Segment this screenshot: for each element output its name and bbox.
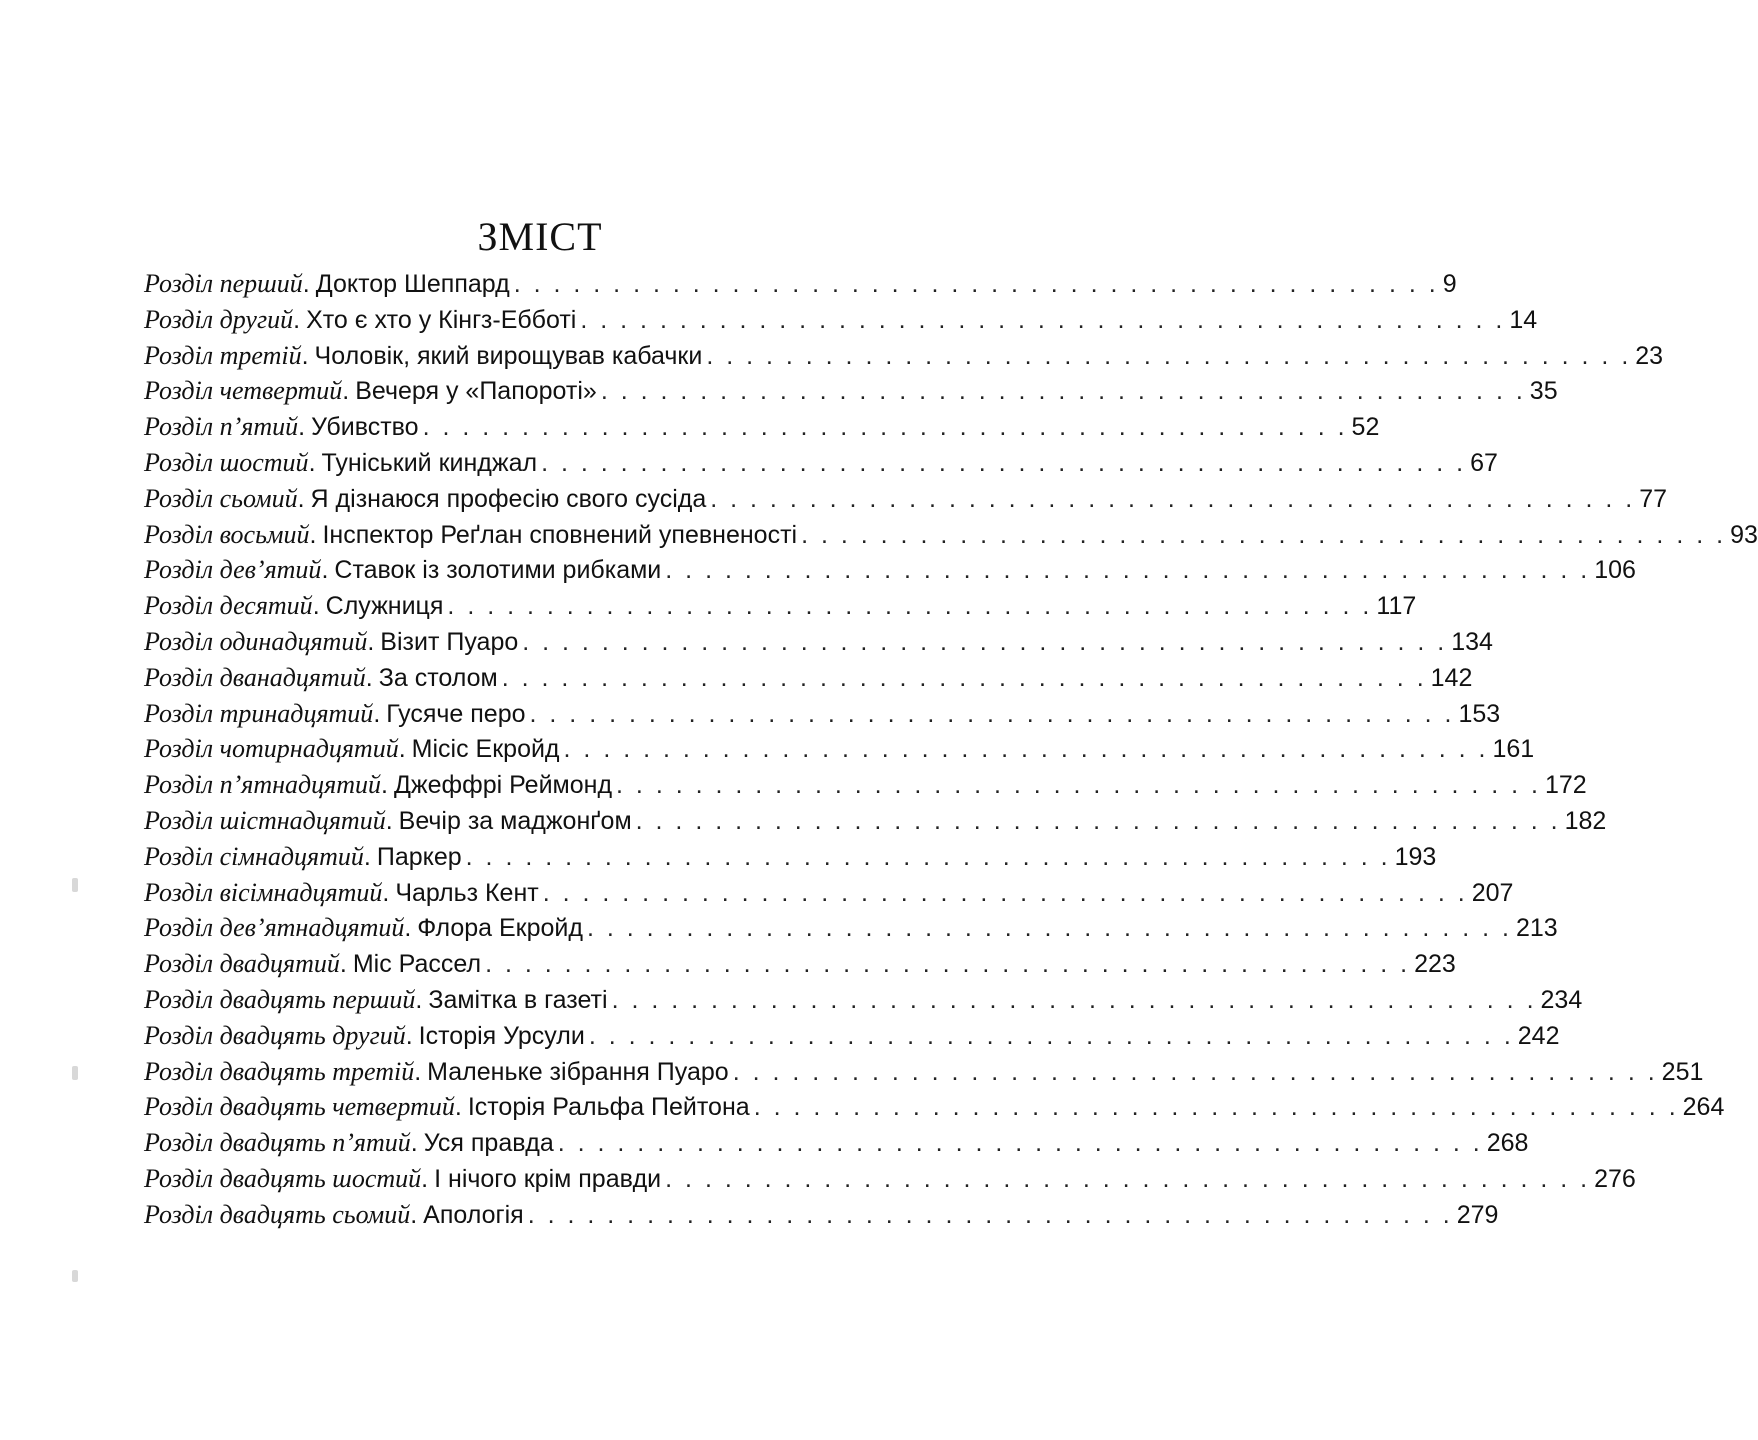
chapter-title: Туніський кинджал [321,448,538,477]
toc-entry [138,266,1457,302]
chapter-separator: . [385,806,393,835]
chapter-separator: . [339,950,347,979]
chapter-title: Історія Урсули [418,1021,585,1050]
dot-leader: . . . . . . . . . . . . . . . . . . . . . . . . . . . . . . . . . . . . . . . . . . . . . . . [706,341,1632,370]
toc-entry [138,338,1664,374]
chapter-label: Розділ восьмий [144,519,310,549]
dot-leader: . . . . . . . . . . . . . . . . . . . . . . . . . . . . . . . . . . . . . . . . . . . . . . . [501,663,1427,692]
page-number: 242 [1517,1021,1560,1050]
chapter-label: Розділ сімнадцятий [144,841,364,871]
toc-entry [138,481,1668,517]
chapter-title: Паркер [376,842,462,871]
page-number: 23 [1635,341,1664,370]
dot-leader: . . . . . . . . . . . . . . . . . . . . . . . . . . . . . . . . . . . . . . . . . . . . . . . [465,842,1391,871]
chapter-label: Розділ двадцять п’ятий [144,1128,411,1158]
toc-entry [138,588,1417,624]
chapter-label: Розділ другий [144,304,294,334]
chapter-separator: . [415,985,423,1014]
chapter-separator: . [297,484,305,513]
dot-leader: . . . . . . . . . . . . . . . . . . . . . . . . . . . . . . . . . . . . . . . . . . . . . . . [541,448,1467,477]
dot-leader: . . . . . . . . . . . . . . . . . . . . . . . . . . . . . . . . . . . . . . . . . . . . . . . [801,520,1727,549]
toc-entry [138,1054,1704,1090]
chapter-title: Маленьке зібрання Пуаро [427,1057,729,1086]
chapter-separator: . [298,413,306,442]
page-number: 153 [1458,699,1501,728]
chapter-title: Служниця [325,592,444,621]
chapter-separator: . [312,592,320,621]
chapter-label: Розділ десятий [144,591,313,621]
toc-entry [138,946,1456,982]
page-number: 279 [1456,1200,1499,1229]
dot-leader: . . . . . . . . . . . . . . . . . . . . . . . . . . . . . . . . . . . . . . . . . . . . . . . [447,592,1373,621]
page-number: 193 [1394,842,1437,871]
toc-entry [138,302,1538,338]
page-number: 134 [1451,627,1493,656]
chapter-separator: . [302,270,310,298]
chapter-label: Розділ двадцять сьомий [144,1199,411,1229]
chapter-label: Розділ двадцять третій [144,1056,415,1086]
page-number: 223 [1414,950,1456,979]
dot-leader: . . . . . . . . . . . . . . . . . . . . . . . . . . . . . . . . . . . . . . . . . . . . . . . [522,627,1448,656]
chapter-title: Візит Пуаро [380,627,519,656]
page-number: 67 [1470,448,1498,477]
chapter-label: Розділ шостий [144,447,309,477]
chapter-separator: . [414,1057,422,1086]
dot-leader: . . . . . . . . . . . . . . . . . . . . . . . . . . . . . . . . . . . . . . . . . . . . . . . [732,1057,1658,1086]
chapter-separator: . [301,341,309,370]
chapter-separator: . [308,448,316,477]
page-number: 9 [1442,270,1457,298]
chapter-separator: . [309,520,317,549]
chapter-separator: . [365,663,373,692]
toc-entry [138,660,1473,696]
dot-leader: . . . . . . . . . . . . . . . . . . . . . . . . . . . . . . . . . . . . . . . . . . . . . . . [580,305,1506,334]
page-number: 276 [1594,1164,1636,1193]
chapter-label: Розділ сьомий [144,483,298,513]
toc-entry [138,696,1501,732]
chapter-label: Розділ тринадцятий [144,698,374,728]
toc-entry [138,1197,1499,1233]
chapter-title: Гусяче перо [386,699,526,728]
chapter-separator: . [398,735,406,764]
toc-entry [138,1161,1636,1197]
chapter-title: Інспектор Реґлан сповнений упевненості [322,520,798,549]
toc-entry [138,409,1380,445]
chapter-separator: . [373,699,381,728]
chapter-separator: . [421,1164,429,1193]
dot-leader: . . . . . . . . . . . . . . . . . . . . . . . . . . . . . . . . . . . . . . . . . . . . . . . [527,1200,1453,1229]
page-number: 35 [1529,377,1558,406]
toc-entry [138,910,1558,946]
chapter-separator: . [404,914,412,943]
dot-leader: . . . . . . . . . . . . . . . . . . . . . . . . . . . . . . . . . . . . . . . . . . . . . . . [600,377,1526,406]
dot-leader: . . . . . . . . . . . . . . . . . . . . . . . . . . . . . . . . . . . . . . . . . . . . . . . [616,771,1541,800]
chapter-separator: . [410,1200,418,1229]
toc-entry [138,982,1583,1018]
toc-entry [138,1089,1725,1125]
paper-speck [72,1066,78,1080]
page-number: 207 [1471,878,1514,907]
dot-leader: . . . . . . . . . . . . . . . . . . . . . . . . . . . . . . . . . . . . . . . . . . . . . . . [529,699,1455,728]
dot-leader: . . . . . . . . . . . . . . . . . . . . . . . . . . . . . . . . . . . . . . . . . . . . . . . [485,950,1411,979]
toc-entry [138,373,1558,409]
chapter-separator: . [405,1021,413,1050]
chapter-separator: . [342,377,350,406]
chapter-title: Вечеря у «Папороті» [355,377,597,406]
chapter-title: Місіс Екройд [411,735,560,764]
chapter-separator: . [381,771,388,800]
chapter-label: Розділ шістнадцятий [144,805,386,835]
chapter-title: Чарльз Кент [395,878,539,907]
chapter-title: Я дізнаюся професію свого сусіда [310,484,707,513]
paper-speck [72,1270,78,1282]
page-number: 52 [1351,413,1380,442]
page-number: 172 [1545,771,1587,800]
chapter-separator: . [410,1129,418,1158]
dot-leader: . . . . . . . . . . . . . . . . . . . . . . . . . . . . . . . . . . . . . . . . . . . . . . . [542,878,1468,907]
page-number: 234 [1540,985,1583,1014]
chapter-label: Розділ двадцятий [144,949,340,979]
chapter-title: Апологія [423,1200,524,1229]
toc-entry [138,445,1498,481]
chapter-title: Міс Рассел [352,950,482,979]
dot-leader: . . . . . . . . . . . . . . . . . . . . . . . . . . . . . . . . . . . . . . . . . . . . . . . [635,806,1561,835]
chapter-title: Убивство [311,413,419,442]
chapter-label: Розділ вісімнадцятий [144,877,383,907]
page-number: 77 [1639,484,1668,513]
chapter-title: Флора Екройд [417,914,583,943]
dot-leader: . . . . . . . . . . . . . . . . . . . . . . . . . . . . . . . . . . . . . . . . . . . . . . . [513,270,1439,298]
chapter-title: І нічого крім правди [434,1164,662,1193]
toc-entry [138,1125,1529,1161]
chapter-label: Розділ дев’ятнадцятий [144,913,405,943]
chapter-title: Чоловік, який вирощував кабачки [314,341,703,370]
toc-entry [138,517,1758,553]
toc-entry [138,767,1587,803]
chapter-title: Історія Ральфа Пейтона [467,1093,750,1122]
toc-entry [138,803,1607,839]
dot-leader: . . . . . . . . . . . . . . . . . . . . . . . . . . . . . . . . . . . . . . . . . . . . . . . [665,556,1591,585]
page-number: 161 [1492,735,1535,764]
chapter-label: Розділ третій [144,340,302,370]
chapter-title: За столом [378,663,498,692]
chapter-title: Вечір за маджонґом [398,806,632,835]
toc-entry [138,731,1535,767]
chapter-label: Розділ четвертий [144,376,343,406]
chapter-title: Уся правда [423,1129,554,1158]
dot-leader: . . . . . . . . . . . . . . . . . . . . . . . . . . . . . . . . . . . . . . . . . . . . . . . [586,914,1512,943]
dot-leader: . . . . . . . . . . . . . . . . . . . . . . . . . . . . . . . . . . . . . . . . . . . . . . . [588,1021,1514,1050]
chapter-label: Розділ п’ятий [144,412,299,442]
toc-entry [138,839,1437,875]
page-number: 251 [1661,1057,1704,1086]
page-number: 106 [1594,556,1636,585]
chapter-label: Розділ п’ятнадцятий [144,770,382,800]
chapter-separator: . [367,627,375,656]
chapter-label: Розділ двадцять четвертий [144,1092,455,1122]
chapter-title: Джеффрі Реймонд [394,771,613,800]
paper-speck [72,878,78,892]
chapter-separator: . [321,556,329,585]
page-number: 264 [1682,1093,1725,1122]
chapter-label: Розділ дев’ятий [144,555,322,585]
toc-entry [138,552,1636,588]
dot-leader: . . . . . . . . . . . . . . . . . . . . . . . . . . . . . . . . . . . . . . . . . . . . . . . [422,413,1348,442]
chapter-separator: . [363,842,371,871]
toc-entry [138,624,1493,660]
chapter-label: Розділ двадцять другий [144,1020,406,1050]
chapter-separator: . [454,1093,462,1122]
chapter-label: Розділ перший [144,269,303,298]
chapter-title: Ставок із золотими рибками [334,556,662,585]
chapter-title: Доктор Шеппард [315,270,510,298]
table-of-contents [138,266,1758,1233]
dot-leader: . . . . . . . . . . . . . . . . . . . . . . . . . . . . . . . . . . . . . . . . . . . . . . . [557,1129,1483,1158]
page-number: 14 [1509,305,1538,334]
page-number: 142 [1430,663,1473,692]
toc-entry [138,1018,1560,1054]
chapter-separator: . [293,305,301,334]
page-number: 117 [1376,592,1417,621]
chapter-label: Розділ дванадцятий [144,662,366,692]
page-title: ЗМІСТ [477,213,603,259]
toc-entry [138,875,1514,911]
page-number: 93 [1730,520,1758,549]
chapter-title: Замітка в газеті [428,985,608,1014]
page-number: 213 [1515,914,1558,943]
page-number: 268 [1486,1129,1529,1158]
chapter-label: Розділ одинадцятий [144,626,368,656]
dot-leader: . . . . . . . . . . . . . . . . . . . . . . . . . . . . . . . . . . . . . . . . . . . . . . . [665,1164,1591,1193]
chapter-label: Розділ чотирнадцятий [144,734,399,764]
dot-leader: . . . . . . . . . . . . . . . . . . . . . . . . . . . . . . . . . . . . . . . . . . . . . . . [563,735,1489,764]
chapter-title: Хто є хто у Кінгз-Ебботі [306,305,577,334]
dot-leader: . . . . . . . . . . . . . . . . . . . . . . . . . . . . . . . . . . . . . . . . . . . . . . . [753,1093,1679,1122]
dot-leader: . . . . . . . . . . . . . . . . . . . . . . . . . . . . . . . . . . . . . . . . . . . . . . . [710,484,1636,513]
dot-leader: . . . . . . . . . . . . . . . . . . . . . . . . . . . . . . . . . . . . . . . . . . . . . . . [611,985,1537,1014]
page-number: 182 [1564,806,1607,835]
chapter-separator: . [382,878,390,907]
chapter-label: Розділ двадцять перший [144,984,416,1014]
chapter-label: Розділ двадцять шостий [144,1163,422,1193]
